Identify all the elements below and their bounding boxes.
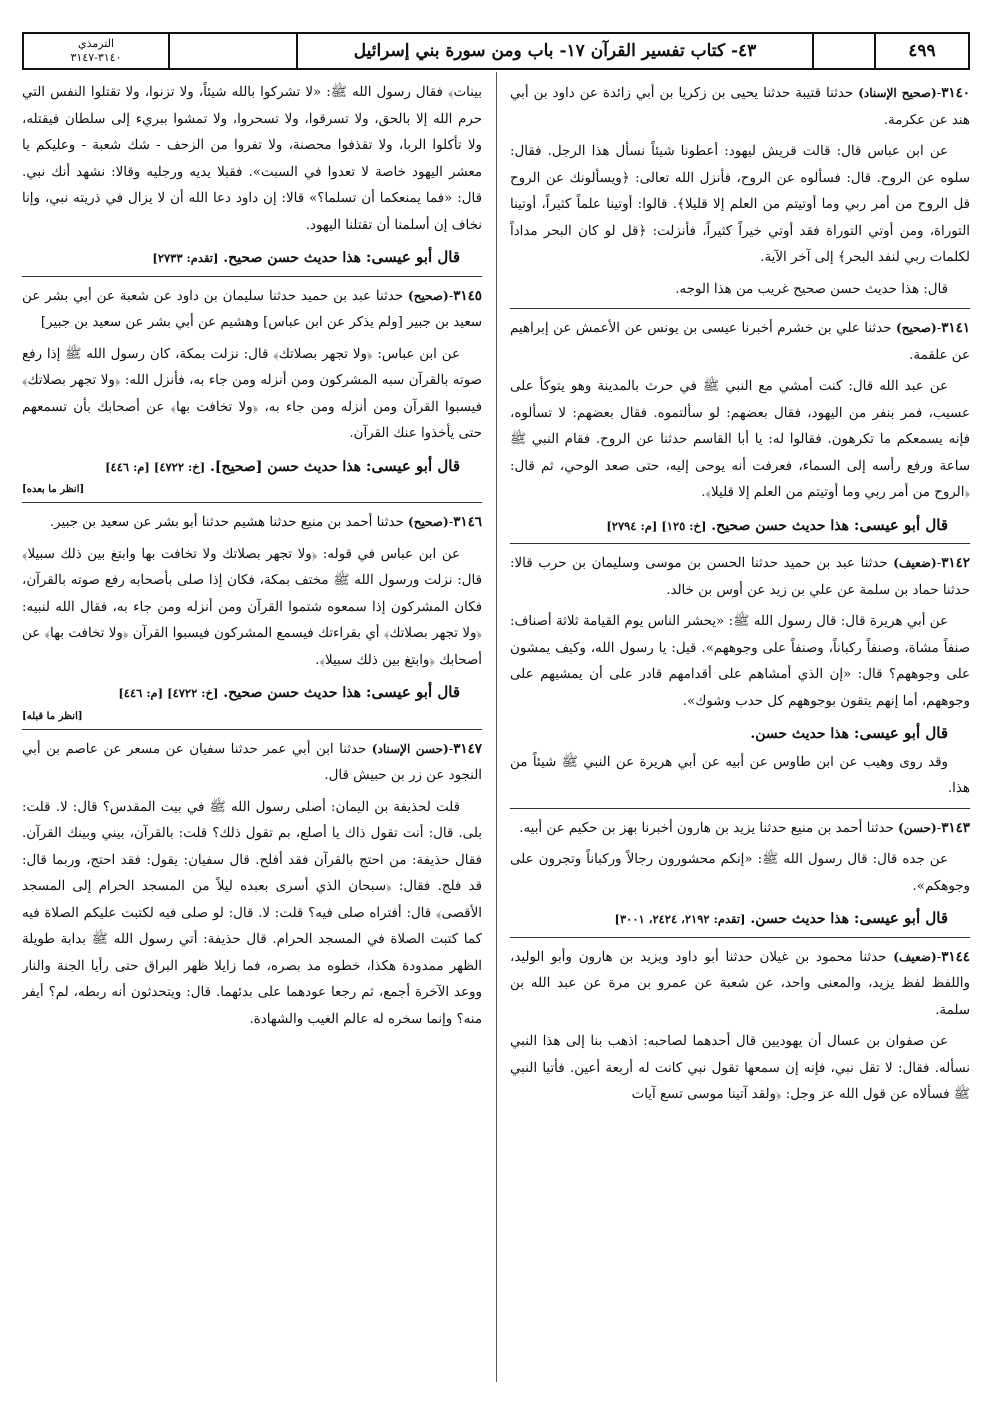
hadith-isnad: حدثنا ابن أبي عمر حدثنا سفيان عن مسعر عن عاصم بن أبي النجود عن زر بن حبيش قال. bbox=[22, 741, 482, 783]
hadith-3142 bbox=[510, 550, 970, 604]
verdict-label: قال أبو عيسى: bbox=[365, 248, 460, 266]
verdict-text: هذا حديث حسن صحيح. bbox=[711, 517, 854, 534]
cross-reference-tag: [انظر ما بعده] bbox=[22, 484, 85, 495]
hadith-references: [خ: ١٢٥] [م: ٢٧٩٤] bbox=[606, 518, 707, 533]
hadith-grade: (ضعيف) bbox=[893, 949, 937, 964]
hadith-isnad: حدثنا عبد بن حميد حدثنا الحسن بن موسى وسليمان بن حرب قالا: حدثنا حماد بن سلمة عن علي بن زيد عن أوس بن خالد. bbox=[510, 556, 970, 598]
verdict-text: هذا حديث حسن صحيح. bbox=[223, 685, 366, 701]
hadith-verdict bbox=[510, 720, 970, 748]
hadith-dash: - bbox=[936, 556, 942, 571]
hadith-text: عن ابن عباس: ﴿ولا تجهر بصلاتك﴾ قال: نزلت بمكة، كان رسول الله ﷺ إذا رفع صوته بالقرآن سبه المشركون ومن أنزله ومن جاء به، فأنزل الله: ﴿ولا تجهر بصلاتك﴾ فيسبوا القرآن ومن أنزله ومن جاء به، ﴿ولا تخافت بها﴾ عن أصحابك بأن تسمعهم حتى يأخذوا عنك القرآن. bbox=[22, 346, 482, 441]
hadith-grade: (حسن) bbox=[898, 820, 937, 835]
verdict-label: قال أبو عيسى: bbox=[365, 683, 460, 701]
verdict-text: هذا حديث حسن صحيح. bbox=[223, 250, 366, 266]
section-rule bbox=[510, 308, 970, 309]
hadith-grade: (حسن الإسناد) bbox=[371, 741, 449, 756]
verdict-text: هذا حديث حسن [صحيح]. bbox=[210, 458, 366, 475]
hadith-text: عن ابن عباس قال: قالت قريش ليهود: أعطونا شيئاً نسأل هذا الرجل. فقال: سلوه عن الروح. قال: فسألوه عن الروح، فأنزل الله تعالى: ﴿ويسألونك عن الروح قل الروح من أمر ربي وما أوتيتم من العلم إلا قليلا﴾. قالوا: أوتينا علماً كثيراً، أوتينا التوراة، ومن أوتي التوراة فقد أوتي خيراً كثيراً، فأنزلت: ﴿قل لو كان البحر مداداً لكلمات ربي لنفد البحر﴾ إلى آخر الآية. bbox=[510, 144, 970, 265]
header-reference-box bbox=[24, 34, 170, 68]
header-ref-label: الترمذي bbox=[77, 37, 115, 50]
hadith-note: وقد روى وهيب عن ابن طاوس عن أبيه عن أبي هريرة عن النبي ﷺ شيئاً من هذا. bbox=[510, 754, 970, 796]
hadith-dash: - bbox=[936, 820, 942, 836]
hadith-verdict bbox=[22, 244, 482, 272]
hadith-text: عن صفوان بن عسال أن يهوديين قال أحدهما لصاحبه: اذهب بنا إلى هذا النبي نسأله. فقال: لا تقل نبي، فإنه إن سمعها تقول نبي كانت له أربعة أعين. فأتيا النبي ﷺ فسألاه عن قول الله عز وجل: ﴿ولقد آتينا موسى تسع آيات bbox=[510, 1034, 970, 1102]
document-page bbox=[22, 32, 970, 1382]
hadith-references: [خ: ٤٧٢٢] [م: ٤٤٦] bbox=[118, 686, 219, 700]
header-spacer-right bbox=[814, 34, 876, 68]
verdict-label: قال أبو عيسى: bbox=[853, 515, 948, 534]
hadith-grade: (صحيح) bbox=[896, 321, 937, 335]
hadith-grade: (صحيح) bbox=[408, 288, 449, 303]
hadith-3147 bbox=[22, 736, 482, 790]
hadith-number: ٣١٤١ bbox=[941, 320, 970, 336]
hadith-number: ٣١٤٤ bbox=[941, 948, 970, 965]
left-column bbox=[22, 80, 482, 1380]
hadith-3144 bbox=[510, 944, 970, 1025]
hadith-3140 bbox=[510, 80, 970, 134]
hadith-dash: - bbox=[936, 86, 942, 101]
hadith-references: [تقدم: ٢١٩٢، ٢٤٢٤، ٣٠٠١] bbox=[614, 912, 746, 926]
cross-reference-tag: [انظر ما قبله] bbox=[22, 710, 83, 722]
hadith-number: ٣١٤٦ bbox=[453, 514, 482, 530]
page-number: ٤٩٩ bbox=[908, 41, 936, 61]
hadith-isnad: حدثنا محمود بن غيلان حدثنا أبو داود ويزيد بن هارون وأبو الوليد، واللفظ لفظ يزيد، والمعنى واحد، عن شعبة عن عمرو بن مرة عن عبد الله بن سلمة. bbox=[510, 949, 970, 1018]
verdict-label: قال أبو عيسى: bbox=[853, 724, 948, 742]
hadith-verdict bbox=[22, 679, 482, 707]
hadith-dash: - bbox=[448, 288, 454, 304]
hadith-3144-continued: بينات﴾ فقال رسول الله ﷺ: «لا تشركوا بالله شيئاً، ولا تزنوا، ولا تقتلوا النفس التي حرم الله إلا بالحق، ولا تسرقوا، ولا تسحروا، ولا تمشوا ببريء إلى سلطان فيقتله، ولا تأكلوا الربا، ولا تقذفوا محصنة، ولا تفروا من الزحف - شك شعبة - وعليكم يا معشر اليهود خاصة لا تعدوا في السبت». فقبلا يديه ورجليه وقالا: نشهد أنك نبي. قال: «فما يمنعكما أن تسلما؟» قالا: إن داود دعا الله أن لا يزال في ذريته نبي، وإنا نخاف إن أسلمنا أن تقتلنا اليهود. bbox=[22, 85, 482, 233]
hadith-3141 bbox=[510, 315, 970, 369]
hadith-number: ٣١٤٢ bbox=[941, 555, 970, 571]
header-title: ٤٣- كتاب تفسير القرآن ١٧- باب ومن سورة بني إسرائيل bbox=[298, 34, 814, 68]
section-rule bbox=[510, 543, 970, 544]
right-column bbox=[510, 80, 970, 1380]
hadith-dash: - bbox=[936, 321, 942, 336]
page-header bbox=[22, 32, 970, 70]
verdict-label: قال أبو عيسى: bbox=[365, 456, 460, 475]
verdict-label: قال أبو عيسى: bbox=[853, 909, 948, 927]
header-spacer-left bbox=[170, 34, 298, 68]
hadith-3146 bbox=[22, 509, 482, 537]
hadith-text: عن عبد الله قال: كنت أمشي مع النبي ﷺ في حرث بالمدينة وهو يتوكأ على عسيب، فمر بنفر من اليهود، فقال بعضهم: لو سألتموه. فقال بعضهم: لا تسألوه، فإنه يسمعكم ما تكرهون. فقالوا له: يا أبا القاسم حدثنا عن الروح. فقام النبي ﷺ ساعة ورفع رأسه إلى السماء، فعرفت أنه يوحى إليه، حتى صعد الوحي، ثم قال: ﴿الروح من أمر ربي وما أوتيتم من العلم إلا قليلا﴾. bbox=[510, 379, 970, 500]
hadith-references: [تقدم: ٢٧٣٣] bbox=[152, 251, 219, 265]
section-rule bbox=[510, 937, 970, 938]
hadith-3143 bbox=[510, 815, 970, 843]
section-rule bbox=[22, 276, 482, 277]
hadith-3145 bbox=[22, 283, 482, 337]
hadith-isnad: حدثنا علي بن خشرم أخبرنا عيسى بن يونس عن الأعمش عن إبراهيم عن علقمة. bbox=[510, 321, 970, 363]
hadith-number: ٣١٤٥ bbox=[453, 287, 482, 304]
hadith-text: قلت لحذيفة بن اليمان: أصلى رسول الله ﷺ في بيت المقدس؟ قال: لا. قلت: بلى. قال: أنت تقول ذاك يا أصلع، بم تقول ذلك؟ قلت: بالقرآن، بيني وبينك القرآن. فقال حذيفة: من احتج بالقرآن فقد أفلح. قال سفيان: يقول: فقد احتج، وربما قال: قد فلج. فقال: ﴿سبحان الذي أسرى بعبده ليلاً من المسجد الحرام إلى المسجد الأقصى﴾ قال: أفتراه صلى فيه؟ قلت: لا. قال: لو صلى فيه لكتبت عليكم الصلاة فيه كما كتبت الصلاة في المسجد الحرام. قال حذيفة: أتي رسول الله ﷺ بدابة طويلة الظهر ممدودة هكذا، خطوه مد بصره، فما زايلا ظهر البراق حتى رأيا الجنة والنار ووعد الآخرة أجمع، ثم رجعا عودهما على بدئهما. قال: ويتحدثون أنه ربطه، لم؟ أيفر منه؟ وإنما سخره له عالم الغيب والشهادة. bbox=[22, 799, 482, 1027]
hadith-dash: - bbox=[448, 515, 454, 530]
header-ref-range: ٣١٤٠-٣١٤٧ bbox=[70, 51, 122, 64]
hadith-isnad: حدثنا أحمد بن منيع حدثنا يزيد بن هارون أخبرنا بهز بن حكيم عن أبيه. bbox=[519, 820, 899, 836]
hadith-verdict: قال: هذا حديث حسن صحيح غريب من هذا الوجه. bbox=[675, 281, 948, 297]
hadith-number: ٣١٤٣ bbox=[941, 819, 970, 836]
hadith-verdict bbox=[510, 905, 970, 933]
hadith-grade: (ضعيف) bbox=[893, 556, 937, 570]
verdict-text: هذا حديث حسن. bbox=[750, 911, 854, 927]
section-rule bbox=[22, 729, 482, 730]
section-rule bbox=[510, 808, 970, 809]
hadith-dash: - bbox=[448, 741, 454, 757]
hadith-text: عن جده قال: قال رسول الله ﷺ: «إنكم محشورون رجالاً وركباناً وتجرون على وجوهكم». bbox=[510, 852, 970, 894]
column-divider bbox=[496, 72, 497, 1382]
verdict-text: هذا حديث حسن. bbox=[750, 726, 854, 742]
hadith-text: عن أبي هريرة قال: قال رسول الله ﷺ: «يحشر الناس يوم القيامة ثلاثة أصناف: صنفاً مشاة، وصنفاً ركباناً، وصنفاً على وجوههم». قيل: يا رسول الله، وكيف يمشون على وجوههم؟ قال: «إن الذي أمشاهم على أقدامهم قادر على أن يمشيهم على وجوههم، أما إنهم يتقون بوجوههم كل حدب وشوك». bbox=[510, 614, 970, 709]
hadith-number: ٣١٤٧ bbox=[453, 740, 482, 757]
hadith-grade: (صحيح) bbox=[408, 515, 449, 529]
hadith-verdict bbox=[22, 453, 482, 481]
hadith-isnad: حدثنا عبد بن حميد حدثنا سليمان بن داود عن شعبة عن أبي بشر عن سعيد بن جبير [ولم يذكر عن ابن عباس] وهشيم عن أبي بشر عن سعيد بن جبير] bbox=[22, 288, 482, 330]
hadith-isnad: حدثنا قتيبة حدثنا يحيى بن زكريا بن أبي زائدة عن داود بن أبي هند عن عكرمة. bbox=[510, 86, 970, 128]
hadith-grade: (صحيح الإسناد) bbox=[858, 86, 937, 100]
hadith-isnad: حدثنا أحمد بن منيع حدثنا هشيم حدثنا أبو بشر عن سعيد بن جبير. bbox=[49, 515, 409, 530]
hadith-verdict bbox=[510, 512, 970, 540]
hadith-dash: - bbox=[936, 949, 942, 965]
hadith-references: [خ: ٤٧٢٢] [م: ٤٤٦] bbox=[105, 459, 206, 474]
hadith-number: ٣١٤٠ bbox=[941, 85, 970, 101]
hadith-text: عن ابن عباس في قوله: ﴿ولا تجهر بصلاتك ولا تخافت بها وابتغ بين ذلك سبيلا﴾ قال: نزلت ورسول الله ﷺ مختف بمكة، فكان إذا صلى بأصحابه رفع صوته بالقرآن، فكان المشركون إذا سمعوه شتموا القرآن ومن أنزله ومن جاء به، فقال الله لنبيه: ﴿ولا تجهر بصلاتك﴾ أي بقراءتك فيسمع المشركون فيسبوا القرآن ﴿ولا تخافت بها﴾ عن أصحابك ﴿وابتغ بين ذلك سبيلا﴾. bbox=[22, 546, 482, 668]
section-rule bbox=[22, 502, 482, 503]
